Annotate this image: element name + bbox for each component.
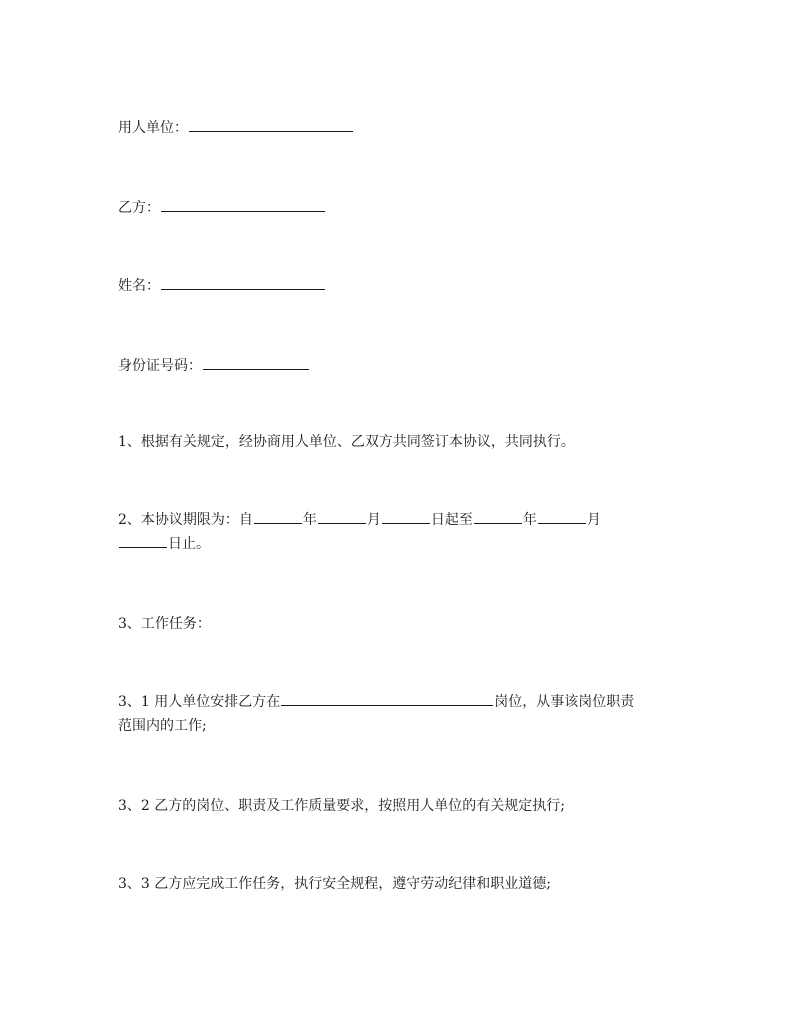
clause-2-line-2 — [118, 534, 210, 554]
clause-2-line-1 — [118, 510, 601, 530]
clause-3-1-prefix: 3、1 用人单位安排乙方在 — [118, 694, 281, 710]
clause-2-prefix: 2、本协议期限为：自 — [118, 512, 253, 528]
name-field-line — [118, 276, 326, 296]
employer-field-line — [118, 118, 354, 138]
clause-1: 1、根据有关规定，经协商用人单位、乙双方共同签订本协议，共同执行。 — [118, 434, 575, 450]
clause-3-3: 3、3 乙方应完成工作任务，执行安全规程，遵守劳动纪律和职业道德; — [118, 876, 551, 892]
clause-2-month-1: 月 — [366, 512, 381, 528]
name-blank[interactable] — [161, 277, 325, 290]
end-day-blank[interactable] — [119, 535, 167, 548]
name-label: 姓名： — [118, 278, 160, 294]
end-year-blank[interactable] — [474, 511, 522, 524]
clause-3-1-suffix: 岗位，从事该岗位职责 — [494, 694, 635, 710]
clause-2-year-2: 年 — [522, 512, 537, 528]
end-month-blank[interactable] — [538, 511, 586, 524]
start-day-blank[interactable] — [382, 511, 430, 524]
clause-3-heading: 3、工作任务： — [118, 616, 211, 632]
party-b-field-line — [118, 198, 326, 218]
start-year-blank[interactable] — [254, 511, 302, 524]
clause-2-year-1: 年 — [302, 512, 317, 528]
clause-2-end: 日止。 — [168, 536, 210, 552]
clause-3-1-line-2: 范围内的工作; — [118, 718, 207, 734]
start-month-blank[interactable] — [318, 511, 366, 524]
employer-label: 用人单位： — [118, 120, 188, 136]
party-b-label: 乙方： — [118, 200, 160, 216]
id-label: 身份证号码： — [118, 358, 202, 374]
employer-blank[interactable] — [189, 119, 353, 132]
clause-3-2: 3、2 乙方的岗位、职责及工作质量要求，按照用人单位的有关规定执行; — [118, 798, 565, 814]
id-field-line — [118, 356, 310, 376]
clause-2-day-from: 日起至 — [430, 512, 473, 528]
clause-3-1-line-1 — [118, 692, 634, 712]
clause-2-month-2: 月 — [586, 512, 601, 528]
position-blank[interactable] — [281, 693, 493, 706]
party-b-blank[interactable] — [161, 199, 325, 212]
id-blank[interactable] — [203, 357, 309, 370]
